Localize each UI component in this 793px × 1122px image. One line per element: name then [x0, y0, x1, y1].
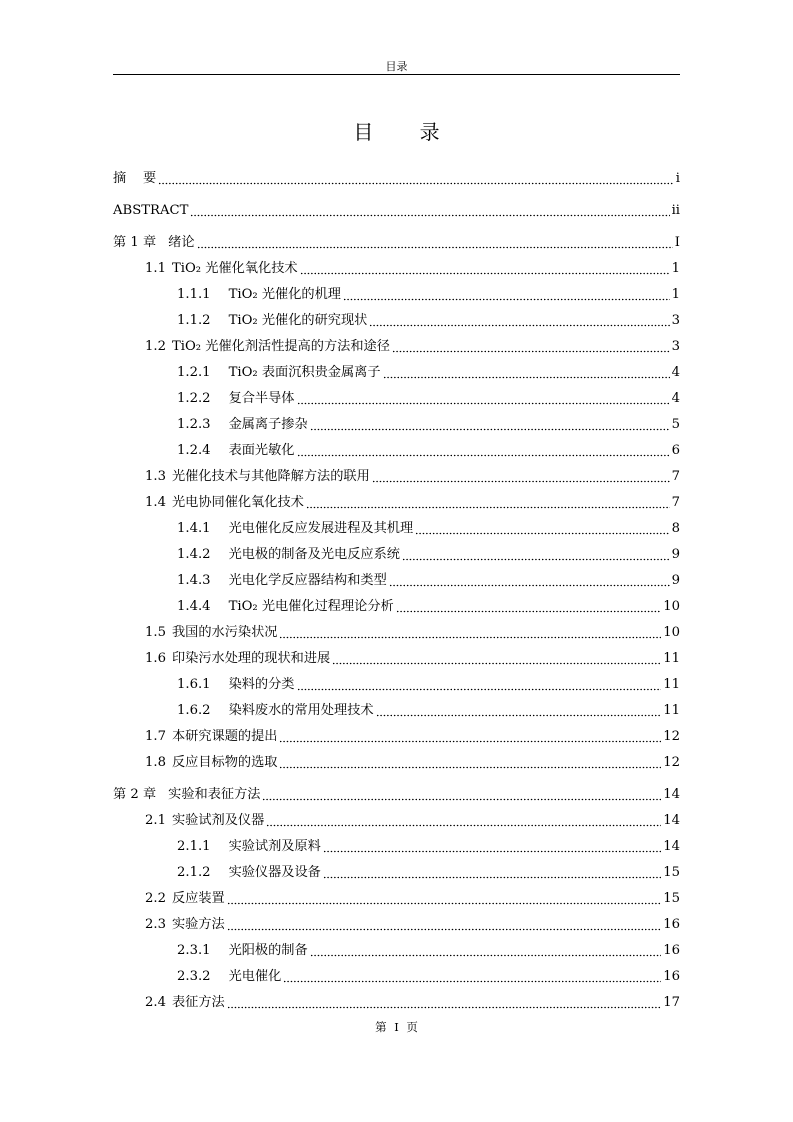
- toc-entry[interactable]: [113, 786, 680, 804]
- dot-leader: [279, 754, 661, 770]
- toc-entry[interactable]: [177, 546, 680, 564]
- toc-entry[interactable]: [177, 702, 680, 720]
- toc-entry-number: 1.1: [145, 261, 166, 276]
- toc-entry-title: 光电极的制备及光电反应系统: [228, 547, 400, 562]
- toc-entry[interactable]: [145, 468, 680, 486]
- toc-entry-title: TiO₂ 光电催化过程理论分析: [228, 599, 394, 614]
- toc-entry-number: 1.4.1: [177, 521, 211, 536]
- toc-entry[interactable]: [177, 286, 680, 304]
- dot-leader: [227, 994, 661, 1010]
- toc-entry-title: 反应目标物的选取: [171, 755, 278, 770]
- toc-entry-page: 14: [663, 787, 680, 802]
- toc-entry-page: 15: [663, 891, 680, 906]
- dot-leader: [283, 968, 661, 984]
- toc-entry-page: ii: [671, 203, 680, 218]
- toc-entry[interactable]: [113, 170, 680, 188]
- dot-leader: [300, 260, 670, 276]
- toc-entry-number: 1.2.1: [177, 365, 211, 380]
- toc-entry-page: 8: [671, 521, 680, 536]
- toc-entry-title: TiO₂ 光催化的研究现状: [228, 313, 368, 328]
- toc-entry-page: i: [675, 171, 680, 186]
- dot-leader: [389, 572, 670, 588]
- dot-leader: [297, 676, 662, 692]
- toc-entry[interactable]: [177, 838, 680, 856]
- toc-entry-title: 绪论: [168, 235, 195, 250]
- toc-entry-title: 表征方法: [171, 995, 225, 1010]
- toc-entry-page: 3: [671, 339, 680, 354]
- toc-entry-number: 2.3.1: [177, 943, 211, 958]
- toc-entry-title: 复合半导体: [228, 391, 295, 406]
- dot-leader: [369, 312, 669, 328]
- toc-entry-number: 2.1.2: [177, 865, 211, 880]
- toc-entry-page: 9: [671, 573, 680, 588]
- toc-entry-number: 第 2 章: [113, 787, 157, 802]
- toc-entry-number: 第 1 章: [113, 235, 157, 250]
- toc-entry-number: 2.3.2: [177, 969, 211, 984]
- toc-entry-title: TiO₂ 表面沉积贵金属离子: [228, 365, 381, 380]
- toc-entry-number: 1.4.2: [177, 547, 211, 562]
- toc-entry-title: 本研究课题的提出: [171, 729, 278, 744]
- dot-leader: [323, 838, 661, 854]
- toc-entry-page: 1: [671, 287, 680, 302]
- toc-entry-page: 14: [663, 813, 680, 828]
- toc-entry-number: 1.6.1: [177, 677, 211, 692]
- toc-entry-number: ABSTRACT: [113, 203, 189, 218]
- toc-entry-title: 实验试剂及原料: [228, 839, 321, 854]
- dot-leader: [396, 598, 661, 614]
- toc-entry[interactable]: [145, 338, 680, 356]
- toc-entry[interactable]: [177, 572, 680, 590]
- toc-entry-page: 11: [663, 703, 680, 718]
- dot-leader: [279, 624, 661, 640]
- dot-leader: [372, 468, 670, 484]
- dot-leader: [376, 702, 662, 718]
- toc-entry-title: 染料废水的常用处理技术: [228, 703, 374, 718]
- toc-entry-number: 2.1.1: [177, 839, 211, 854]
- running-header: 目录: [385, 60, 408, 73]
- toc-entry-number: 1.2.3: [177, 417, 211, 432]
- toc-entry[interactable]: [177, 364, 680, 382]
- toc-entry[interactable]: [145, 890, 680, 908]
- toc-entry[interactable]: [145, 728, 680, 746]
- toc-entry-number: 1.5: [145, 625, 166, 640]
- toc-entry-number: 1.2: [145, 339, 166, 354]
- toc-entry-page: 12: [663, 729, 680, 744]
- toc-entry-title: TiO₂ 光催化剂活性提高的方法和途径: [171, 339, 390, 354]
- toc-entry-title: 我国的水污染状况: [171, 625, 278, 640]
- toc-entry-page: 12: [663, 755, 680, 770]
- toc-entry-page: 17: [663, 995, 680, 1010]
- toc-entry-title: 光电催化: [228, 969, 282, 984]
- toc-entry[interactable]: [145, 624, 680, 642]
- toc-entry-number: 2.4: [145, 995, 166, 1010]
- dot-leader: [266, 812, 661, 828]
- dot-leader: [306, 494, 670, 510]
- toc-entry[interactable]: [177, 520, 680, 538]
- toc-entry[interactable]: [177, 312, 680, 330]
- toc-entry-page: 11: [663, 677, 680, 692]
- toc-entry-page: 1: [671, 261, 680, 276]
- toc-entry[interactable]: [145, 916, 680, 934]
- toc-entry-number: 1.6.2: [177, 703, 211, 718]
- toc-entry-title: 实验方法: [171, 917, 225, 932]
- toc-entry[interactable]: [113, 202, 680, 220]
- toc-entry[interactable]: [177, 390, 680, 408]
- toc-entry-page: 15: [663, 865, 680, 880]
- dot-leader: [402, 546, 670, 562]
- toc-entry-title: TiO₂ 光催化氧化技术: [171, 261, 298, 276]
- toc-entry-number: 摘 要: [113, 171, 157, 186]
- toc-entry-page: 16: [663, 943, 680, 958]
- toc-entry-number: 1.2.2: [177, 391, 211, 406]
- dot-leader: [262, 786, 661, 802]
- toc-entry[interactable]: [177, 968, 680, 986]
- toc-entry-page: 16: [663, 969, 680, 984]
- toc-entry-title: 光电协同催化氧化技术: [171, 495, 304, 510]
- toc-entry-title: 实验仪器及设备: [228, 865, 321, 880]
- toc-entry-page: 16: [663, 917, 680, 932]
- toc-entry-page: 7: [671, 469, 680, 484]
- dot-leader: [392, 338, 670, 354]
- dot-leader: [323, 864, 661, 880]
- toc-entry[interactable]: [177, 416, 680, 434]
- toc-entry-title: TiO₂ 光催化的机理: [228, 287, 341, 302]
- toc-entry-page: 10: [663, 625, 680, 640]
- dot-leader: [332, 650, 661, 666]
- toc-entry[interactable]: [113, 234, 680, 252]
- toc-entry[interactable]: [177, 676, 680, 694]
- dot-leader: [310, 416, 670, 432]
- toc-entry-title: 光电化学反应器结构和类型: [228, 573, 387, 588]
- toc-entry-number: 1.4.4: [177, 599, 211, 614]
- toc-entry[interactable]: [145, 754, 680, 772]
- toc-entry[interactable]: [177, 942, 680, 960]
- toc-entry-number: 1.8: [145, 755, 166, 770]
- toc-entry-number: 2.3: [145, 917, 166, 932]
- toc-entry-title: 染料的分类: [228, 677, 295, 692]
- toc-entry-title: 印染污水处理的现状和进展: [171, 651, 331, 666]
- toc-entry-title: 实验和表征方法: [168, 787, 261, 802]
- toc-entry-page: 4: [671, 365, 680, 380]
- toc-entry[interactable]: [145, 494, 680, 512]
- toc-entry-title: 反应装置: [171, 891, 225, 906]
- toc-entry-page: 7: [671, 495, 680, 510]
- toc-entry-number: 2.2: [145, 891, 166, 906]
- dot-leader: [158, 170, 674, 186]
- toc-entry[interactable]: [145, 650, 680, 668]
- toc-entry-title: 光催化技术与其他降解方法的联用: [171, 469, 370, 484]
- toc-entry-number: 1.7: [145, 729, 166, 744]
- toc-entry[interactable]: [177, 864, 680, 882]
- dot-leader: [343, 286, 670, 302]
- dot-leader: [190, 202, 669, 218]
- toc-entry[interactable]: [145, 994, 680, 1012]
- dot-leader: [279, 728, 661, 744]
- toc-entry-number: 1.1.1: [177, 287, 211, 302]
- toc-entry[interactable]: [145, 812, 680, 830]
- dot-leader: [197, 234, 673, 250]
- toc-entry[interactable]: [177, 598, 680, 616]
- dot-leader: [227, 890, 661, 906]
- dot-leader: [383, 364, 670, 380]
- toc-entry-number: 1.4: [145, 495, 166, 510]
- dot-leader: [310, 942, 662, 958]
- toc-entry-page: 14: [663, 839, 680, 854]
- toc-entry-page: 10: [663, 599, 680, 614]
- toc-entry-page: 5: [671, 417, 680, 432]
- dot-leader: [227, 916, 661, 932]
- toc-entry-title: 金属离子掺杂: [228, 417, 308, 432]
- toc-entry-page: 4: [671, 391, 680, 406]
- dot-leader: [297, 442, 670, 458]
- toc-entry-title: 实验试剂及仪器: [171, 813, 265, 828]
- toc-entry-number: 1.1.2: [177, 313, 211, 328]
- toc-entry-title: 表面光敏化: [228, 443, 295, 458]
- page-footer: 第 I 页: [375, 1020, 418, 1034]
- page-title: 目 录: [353, 120, 460, 144]
- toc-entry-number: 1.2.4: [177, 443, 211, 458]
- toc-entry-page: 6: [671, 443, 680, 458]
- toc-entry-number: 1.6: [145, 651, 166, 666]
- toc-entry-number: 1.3: [145, 469, 166, 484]
- toc-entry-page: 3: [671, 313, 680, 328]
- toc-entry[interactable]: [145, 260, 680, 278]
- dot-leader: [297, 390, 670, 406]
- toc-entry-page: I: [674, 235, 680, 250]
- toc-entry-page: 9: [671, 547, 680, 562]
- toc-entry-number: 2.1: [145, 813, 166, 828]
- toc-entry-title: 光电催化反应发展进程及其机理: [228, 521, 414, 536]
- toc-entry-number: 1.4.3: [177, 573, 211, 588]
- toc-entry-page: 11: [663, 651, 680, 666]
- toc-entry-title: 光阳极的制备: [228, 943, 308, 958]
- toc-entry[interactable]: [177, 442, 680, 460]
- dot-leader: [415, 520, 669, 536]
